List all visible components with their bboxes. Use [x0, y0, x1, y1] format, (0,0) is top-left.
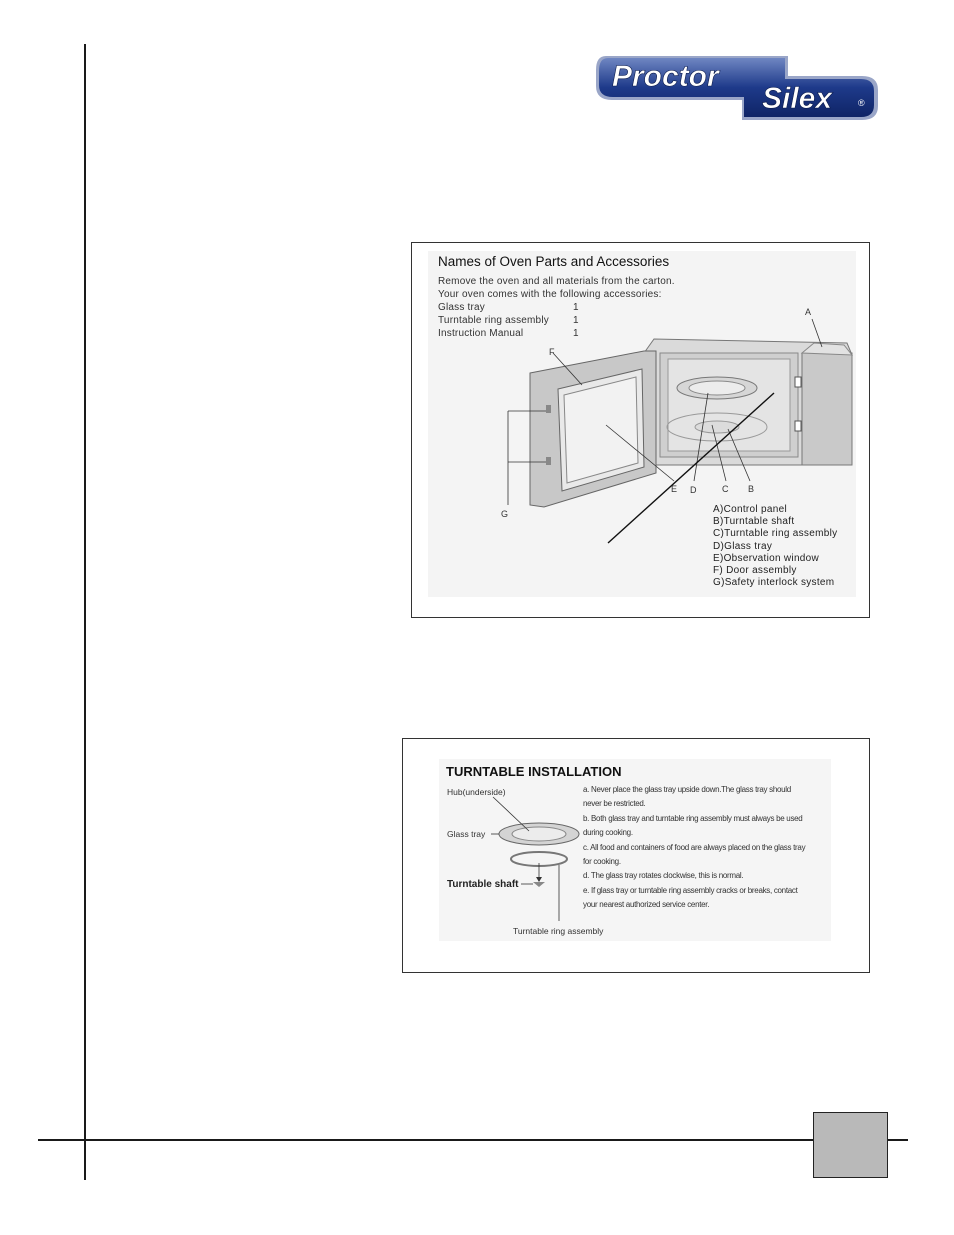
- legend-item: A)Control panel: [713, 504, 787, 515]
- note-text: Never place the glass tray upside down.The glass tray should never be restricted.: [583, 785, 791, 809]
- accessory-qty: 1: [573, 328, 579, 339]
- turntable-title: TURNTABLE INSTALLATION: [446, 764, 622, 779]
- note-item: [583, 783, 811, 812]
- parts-title: Names of Oven Parts and Accessories: [438, 254, 670, 269]
- note-prefix: c.: [583, 842, 589, 852]
- logo-registered-mark: ®: [858, 98, 865, 108]
- label-letter-a: A: [805, 307, 812, 317]
- note-text: The glass tray rotates clockwise, this is normal.: [590, 871, 744, 881]
- note-text: All food and containers of food are always placed on the glass tray for cooking.: [583, 842, 806, 867]
- accessory-qty: 1: [573, 315, 579, 326]
- turntable-installation-panel: [402, 738, 870, 973]
- note-prefix: d.: [583, 871, 590, 881]
- turntable-notes: [583, 783, 811, 913]
- parts-intro: [438, 275, 675, 340]
- label-letter-e: E: [671, 484, 678, 494]
- oven-parts-panel: [411, 242, 870, 618]
- footer-rule: [38, 1139, 908, 1141]
- legend-item: B)Turntable shaft: [713, 516, 795, 528]
- label-letter-g: G: [501, 509, 509, 519]
- label-letter-d: D: [690, 485, 697, 495]
- accessory-name: Turntable ring assembly: [438, 315, 549, 326]
- ring-label: Turntable ring assembly: [513, 926, 604, 936]
- accessory-name: Glass tray: [438, 302, 486, 313]
- note-item: [583, 812, 811, 841]
- accessory-row: [438, 314, 675, 327]
- intro-line: Remove the oven and all materials from the carton.: [438, 276, 675, 287]
- legend-item: E)Observation window: [713, 552, 820, 564]
- accessory-name: Instruction Manual: [438, 328, 524, 339]
- accessory-row: [438, 301, 675, 314]
- intro-line: Your oven comes with the following accessories:: [438, 289, 662, 300]
- legend-item: F) Door assembly: [713, 565, 797, 577]
- proctor-silex-logo: [592, 46, 882, 126]
- accessory-qty: 1: [573, 302, 579, 313]
- note-prefix: b.: [583, 813, 590, 823]
- logo-text-silex: Silex: [762, 82, 833, 115]
- note-item: [583, 884, 811, 913]
- note-prefix: e.: [583, 885, 590, 895]
- logo-text-proctor: Proctor: [612, 60, 719, 93]
- parts-legend: [713, 504, 837, 589]
- page-number-box: [813, 1112, 888, 1178]
- legend-item: G)Safety interlock system: [713, 577, 835, 589]
- label-letter-c: C: [722, 484, 729, 494]
- note-text: If glass tray or turntable ring assembly cracks or breaks, contact your nearest authorized service center.: [583, 885, 798, 910]
- note-prefix: a.: [583, 785, 590, 794]
- note-item: [583, 841, 811, 870]
- hub-label: Hub(underside): [447, 787, 506, 797]
- note-item: [583, 869, 811, 883]
- label-letter-b: B: [748, 484, 755, 494]
- legend-item: D)Glass tray: [713, 540, 773, 552]
- note-text: Both glass tray and turntable ring assembly must always be used during cooking.: [583, 813, 803, 838]
- label-letter-f: F: [549, 347, 555, 357]
- legend-item: C)Turntable ring assembly: [713, 528, 838, 540]
- accessory-row: [438, 327, 675, 340]
- glass-tray-label: Glass tray: [447, 829, 486, 839]
- shaft-label: Turntable shaft: [447, 879, 519, 890]
- left-margin-rule: [84, 44, 86, 1180]
